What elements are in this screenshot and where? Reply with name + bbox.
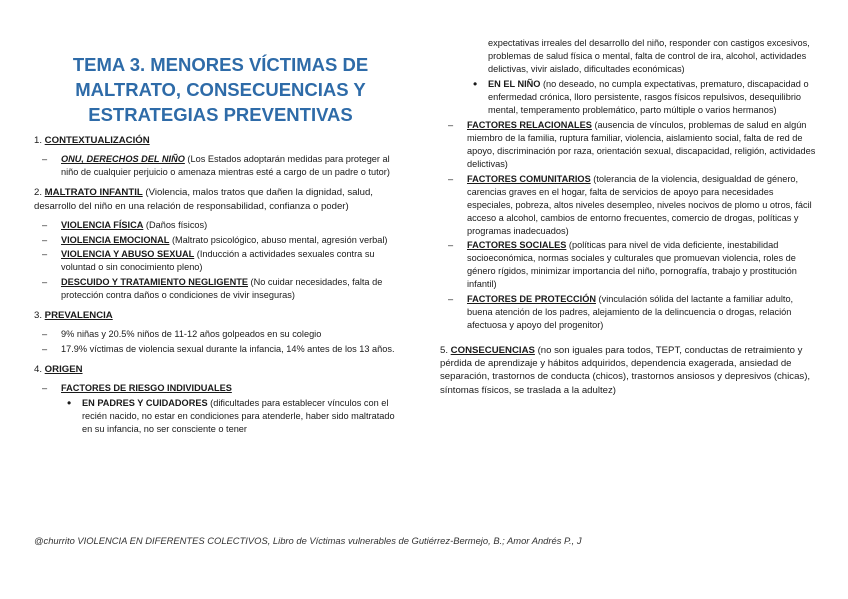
list-item: – FACTORES RELACIONALES (ausencia de vínculos, problemas de salud en algún miembro de la familia, ruptura familiar, violencia, aislamiento social, falta de red de apoyo, discriminación por raza, orientación sexual, discapacidad, religión, actividades delictivas) — [440, 119, 820, 171]
list-item: – VIOLENCIA FÍSICA (Daños físicos) — [34, 219, 407, 232]
section-origen: 4. ORIGEN — [34, 363, 83, 375]
section-maltrato-infantil: 2. MALTRATO INFANTIL (Violencia, malos tratos que dañen la dignidad, salud, desarrollo del niño en una relación de responsabilidad, confianza o poder) — [34, 187, 373, 212]
right-column — [440, 37, 820, 403]
list-item: – VIOLENCIA EMOCIONAL (Maltrato psicológico, abuso mental, agresión verbal) — [34, 234, 407, 247]
risk-sublist — [61, 397, 407, 436]
left-column — [34, 52, 407, 438]
section-heading: ORIGEN — [44, 363, 83, 375]
list-item: – FACTORES DE RIESGO INDIVIDUALES • EN PADRES Y CUIDADORES (dificultades para establecer vínculos con el recién nacido, no estar en condiciones para atenderle, haber sido maltratado en su infancia, no ser consciente o tener — [34, 382, 407, 436]
list-item: – ONU, DERECHOS DEL NIÑO (Los Estados adoptarán medidas para proteger al niño de cualquier perjuicio o amenaza mientras esté a cargo de un padre o tutor) — [34, 153, 407, 179]
section-contextualizacion: 1. CONTEXTUALIZACIÓN — [34, 135, 150, 146]
sub-list-item: • EN EL NIÑO (no deseado, no cumpla expectativas, prematuro, discapacidad o enfermedad crónica, lloro persistente, rasgos físicos repulsivos, desequilibrio mental, temperamento problemático, parto múltiple o varios hermanos) — [467, 78, 820, 117]
child-sublist — [467, 78, 820, 117]
section-consecuencias: 5. CONSECUENCIAS (no son iguales para todos, TEPT, conductas de retraimiento y pérdida de aprendizaje y hábitos adquiridos, dependencia exagerada, ansiedad de separación, trastornos de conducta (chicos), trastornos ansiosos y depresivos (chicas), síntomas físicos, se traslada a la adultez) — [440, 344, 811, 396]
list-item: – DESCUIDO Y TRATAMIENTO NEGLIGENTE (No cuidar necesidades, falta de protección contra daños o condiciones de vivir inseguras) — [34, 276, 407, 302]
parents-continuation: expectativas irreales del desarrollo del niño, responder con castigos excesivos, problemas de salud física o mental, falta de control de ira, alcohol, actividades delictivas, vivir aislado, dificultades económicas) — [488, 38, 810, 74]
list-item: – 17.9% víctimas de violencia sexual durante la infancia, 14% antes de los 13 años. — [34, 343, 407, 356]
page-title: TEMA 3. MENORES VÍCTIMAS DE MALTRATO, CONSECUENCIAS Y ESTRATEGIAS PREVENTIVAS — [72, 54, 369, 125]
origen-list — [34, 382, 407, 436]
list-item: – VIOLENCIA Y ABUSO SEXUAL (Inducción a actividades sexuales contra su voluntad o sin conocimiento pleno) — [34, 248, 407, 274]
section-prevalencia: 3. PREVALENCIA — [34, 309, 113, 321]
section-heading: MALTRATO INFANTIL — [44, 187, 143, 199]
section-heading: CONTEXTUALIZACIÓN — [44, 135, 150, 146]
list-item: – FACTORES DE PROTECCIÓN (vinculación sólida del lactante a familiar adulto, buena atención de los padres, alejamiento de la delincuencia o drogas, relación afectuosa y apoyo del progenitor) — [440, 293, 820, 332]
list-item: – FACTORES SOCIALES (políticas para nivel de vida deficiente, inestabilidad socioeconómica, normas sociales y culturales que promuevan violencia, roles de género rígidos, minimizar importancia del niño, pornografía, trabajo y prostitución infantil) — [440, 239, 820, 291]
section-heading: CONSECUENCIAS — [450, 344, 535, 356]
maltrato-list — [34, 219, 407, 302]
sub-list-item: • EN PADRES Y CUIDADORES (dificultades para establecer vínculos con el recién nacido, no estar en condiciones para atenderle, haber sido maltratado en su infancia, no ser consciente o tener — [61, 397, 407, 436]
footer-citation: @churrito VIOLENCIA EN DIFERENTES COLECTIVOS, Libro de Víctimas vulnerables de Gutiérrez-Bermejo, B.; Amor Andrés P., J — [34, 535, 582, 546]
prevalencia-list — [34, 328, 407, 356]
contextualizacion-list — [34, 153, 407, 179]
list-item: – 9% niñas y 20.5% niños de 11-12 años golpeados en su colegio — [34, 328, 407, 341]
factores-list — [440, 119, 820, 332]
section-heading: PREVALENCIA — [44, 309, 113, 321]
list-item: – FACTORES COMUNITARIOS (tolerancia de la violencia, desigualdad de género, carencias graves en el hogar, falta de servicios de apoyo para necesidades especiales, pobreza, altos niveles desempleo, niveles nocivos de plomo u otros, fácil acceso a alcohol, cambios de entorno frecuentes, comercio de drogas, políticas y programas inadecuados) — [440, 173, 820, 238]
